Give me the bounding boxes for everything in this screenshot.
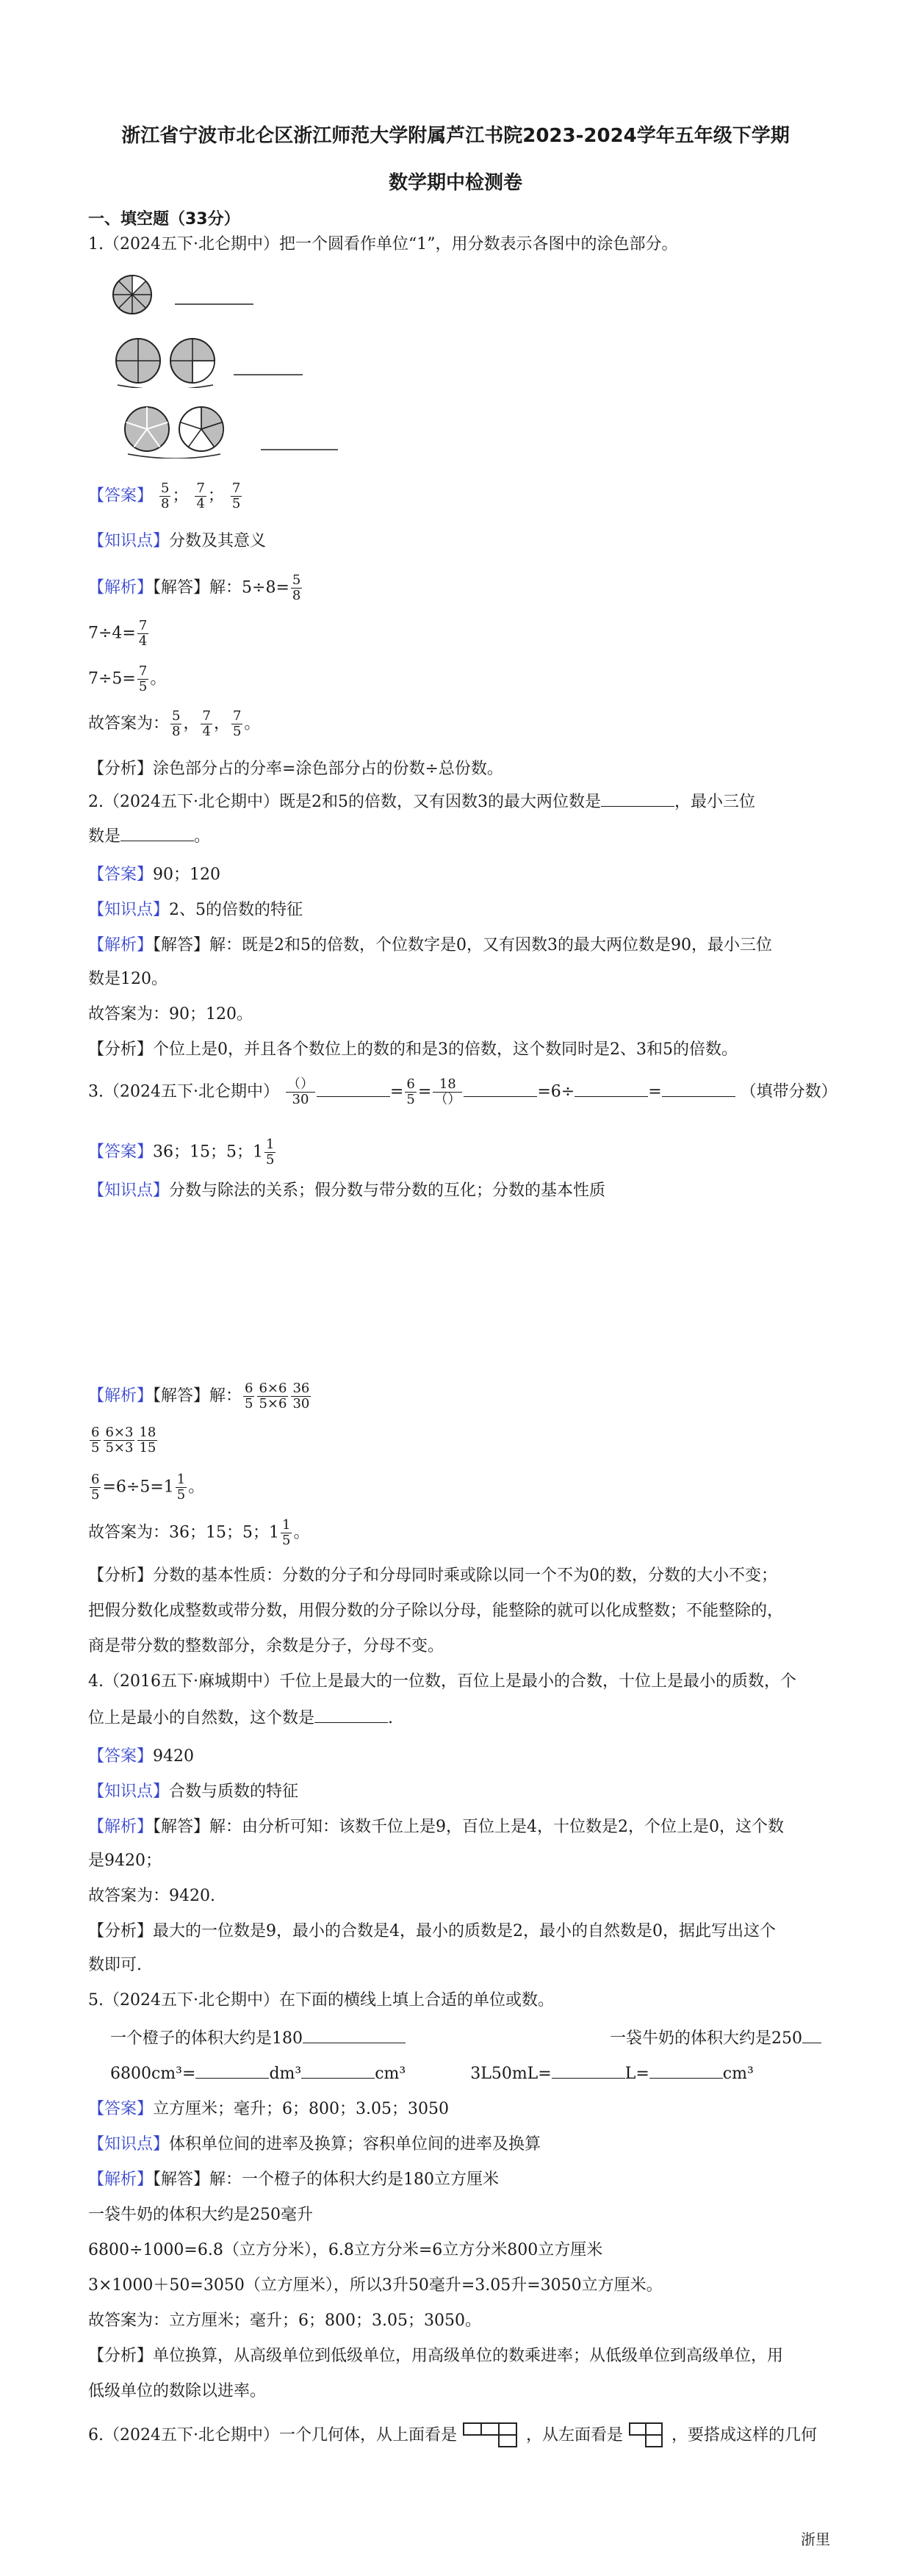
q6-stem: 6.（2024五下·北仑期中）一个几何体，从上面看是 ，从左面看是 ，要搭成这样的几何 [88, 2422, 817, 2450]
page-footer: 浙里 [801, 2530, 830, 2548]
q2-solution-line2: 数是120。 [88, 970, 168, 988]
section-heading: 一、填空题（33分） [88, 210, 240, 229]
q3-solution: 【解析】【解答】解： $\frac{6}{5}$ $\frac{6\times 6}{5\times 6}$ $\frac{36}{30}$ [88, 1381, 310, 1411]
q3-reason-line2: 把假分数化成整数或带分数，用假分数的分子除以分母，能整除的就可以化成整数；不能整除的， [88, 1602, 784, 1620]
q4-solution: 【解析】【解答】解：由分析可知：该数千位上是9，百位上是4，十位数是2，个位上是0，这个数 [88, 1818, 785, 1836]
q1-figure-1 [110, 272, 309, 319]
q4-reason: 【分析】最大的一位数是9，最小的合数是4，最小的质数是2，最小的自然数是0，据此写出这个 [88, 1922, 777, 1940]
doc-title-line1: 浙江省宁波市北仑区浙江师范大学附属芦江书院2023-2024学年五年级下学期 [121, 125, 790, 147]
q5-answer: 【答案】立方厘米；毫升；6；800；3.05；3050 [88, 2100, 449, 2118]
q5-line1b: 一袋牛奶的体积大约是250 [610, 2026, 821, 2050]
q3-knowledge: 【知识点】分数与除法的关系；假分数与带分数的互化；分数的基本性质 [88, 1181, 606, 1200]
q6-left-view-figure [628, 2422, 666, 2450]
q1-figure-2 [110, 337, 353, 388]
q2-stem-line2: 数是 。 [88, 824, 210, 848]
q4-stem: 4.（2016五下·麻城期中）千位上是最大的一位数，百位上是最小的合数，十位上是最小的质数，个 [88, 1672, 796, 1691]
q3-solution-line3: $\frac{6}{5}$ =6÷5=1 $\frac{1}{5}$ 。 [91, 1472, 205, 1503]
q3-stem: 3.（2024五下·北仑期中） $\frac{()}{30}$ = $\frac{6}{5}$ = $\frac{18}{()}$ =6÷ = （填带分数） [88, 1076, 838, 1107]
q3-reason: 【分析】分数的基本性质：分数的分子和分母同时乘或除以同一个不为0的数，分数的大小不变； [88, 1566, 778, 1585]
q4-knowledge: 【知识点】合数与质数的特征 [88, 1782, 299, 1801]
q2-solution: 【解析】【解答】解：既是2和5的倍数，个位数字是0，又有因数3的最大两位数是90，最小三位 [88, 936, 773, 954]
q6-top-view-figure [462, 2422, 521, 2450]
q5-solution-line2: 一袋牛奶的体积大约是250毫升 [88, 2206, 313, 2224]
q5-final: 故答案为：立方厘米；毫升；6；800；3.05；3050。 [88, 2311, 481, 2330]
q4-final: 故答案为：9420. [88, 1887, 215, 1905]
q4-answer: 【答案】9420 [88, 1747, 195, 1766]
q5-reason-line2: 低级单位的数除以进率。 [88, 2382, 267, 2400]
q5-line1a: 一个橙子的体积大约是180 [110, 2026, 406, 2050]
q1-solution-line2: 7÷4= $\frac{7}{4}$ [88, 618, 148, 649]
q1-stem: 1.（2024五下·北仑期中）把一个圆看作单位“1”，用分数表示各图中的涂色部分。 [88, 235, 678, 253]
q4-stem-line2: 位上是最小的自然数，这个数是 . [88, 1706, 393, 1730]
q1-figure-3 [118, 403, 353, 458]
q3-final: 故答案为：36；15；5；1 $\frac{1}{5}$ 。 [88, 1517, 310, 1548]
q5-solution-line3: 6800÷1000=6.8（立方分米），6.8立方分米=6立方分米800立方厘米 [88, 2241, 603, 2259]
q5-line2: 6800cm³= dm³ cm³ 3L50mL= L= cm³ [110, 2062, 754, 2085]
doc-title-line2: 数学期中检测卷 [388, 172, 522, 194]
q5-stem: 5.（2024五下·北仑期中）在下面的横线上填上合适的单位或数。 [88, 1991, 554, 2010]
q1-knowledge: 【知识点】分数及其意义 [88, 532, 267, 550]
q5-reason: 【分析】单位换算，从高级单位到低级单位，用高级单位的数乘进率；从低级单位到高级单位，用 [88, 2347, 784, 2365]
q3-answer: 【答案】36；15；5；1 $\frac{1}{5}$ [88, 1137, 275, 1168]
q1-answer-frac-3: $\frac{7}{5}$ [231, 481, 241, 511]
q4-solution-line2: 是9420； [88, 1852, 162, 1870]
q2-stem: 2.（2024五下·北仑期中）既是2和5的倍数，又有因数3的最大两位数是 ，最小三位 [88, 790, 755, 813]
q3-solution-line2: $\frac{6}{5}$ $\frac{6\times 3}{5\times 3}$ $\frac{18}{15}$ [91, 1425, 156, 1456]
q2-reason: 【分析】个位上是0，并且各个数位上的数的和是3的倍数，这个数同时是2、3和5的倍数。 [88, 1040, 738, 1059]
q1-answer-frac-1: $\frac{5}{8}$ [161, 481, 170, 511]
q1-final: 故答案为： $\frac{5}{8}$ ， $\frac{7}{4}$ ， $\frac{7}{5}$ 。 [88, 708, 261, 739]
q5-solution-line4: 3×1000＋50=3050（立方厘米），所以3升50毫升=3.05升=3050立方厘米。 [88, 2276, 663, 2295]
q5-knowledge: 【知识点】体积单位间的进率及换算；容积单位间的进率及换算 [88, 2135, 541, 2154]
q1-solution: 【解析】【解答】解：5÷8= $\frac{5}{8}$ [88, 572, 301, 603]
q4-reason-line2: 数即可. [88, 1956, 142, 1974]
q1-answer-frac-2: $\frac{7}{4}$ [196, 481, 205, 511]
answer-tag: 【答案】 [88, 486, 154, 506]
q3-reason-line3: 商是带分数的整数部分，余数是分子，分母不变。 [88, 1637, 444, 1655]
q1-reason: 【分析】涂色部分占的分率=涂色部分占的份数÷总份数。 [88, 760, 503, 778]
q2-answer: 【答案】90；120 [88, 866, 221, 884]
q2-knowledge: 【知识点】2、5的倍数的特征 [88, 901, 303, 919]
q1-answer: 【答案】 $\frac{5}{8}$ ； $\frac{7}{4}$ ； $\frac{7}{5}$ [88, 481, 241, 511]
q1-solution-line3: 7÷5= $\frac{7}{5}$ 。 [88, 663, 167, 694]
q5-solution: 【解析】【解答】解：一个橙子的体积大约是180立方厘米 [88, 2170, 500, 2189]
q2-final: 故答案为：90；120。 [88, 1005, 253, 1023]
